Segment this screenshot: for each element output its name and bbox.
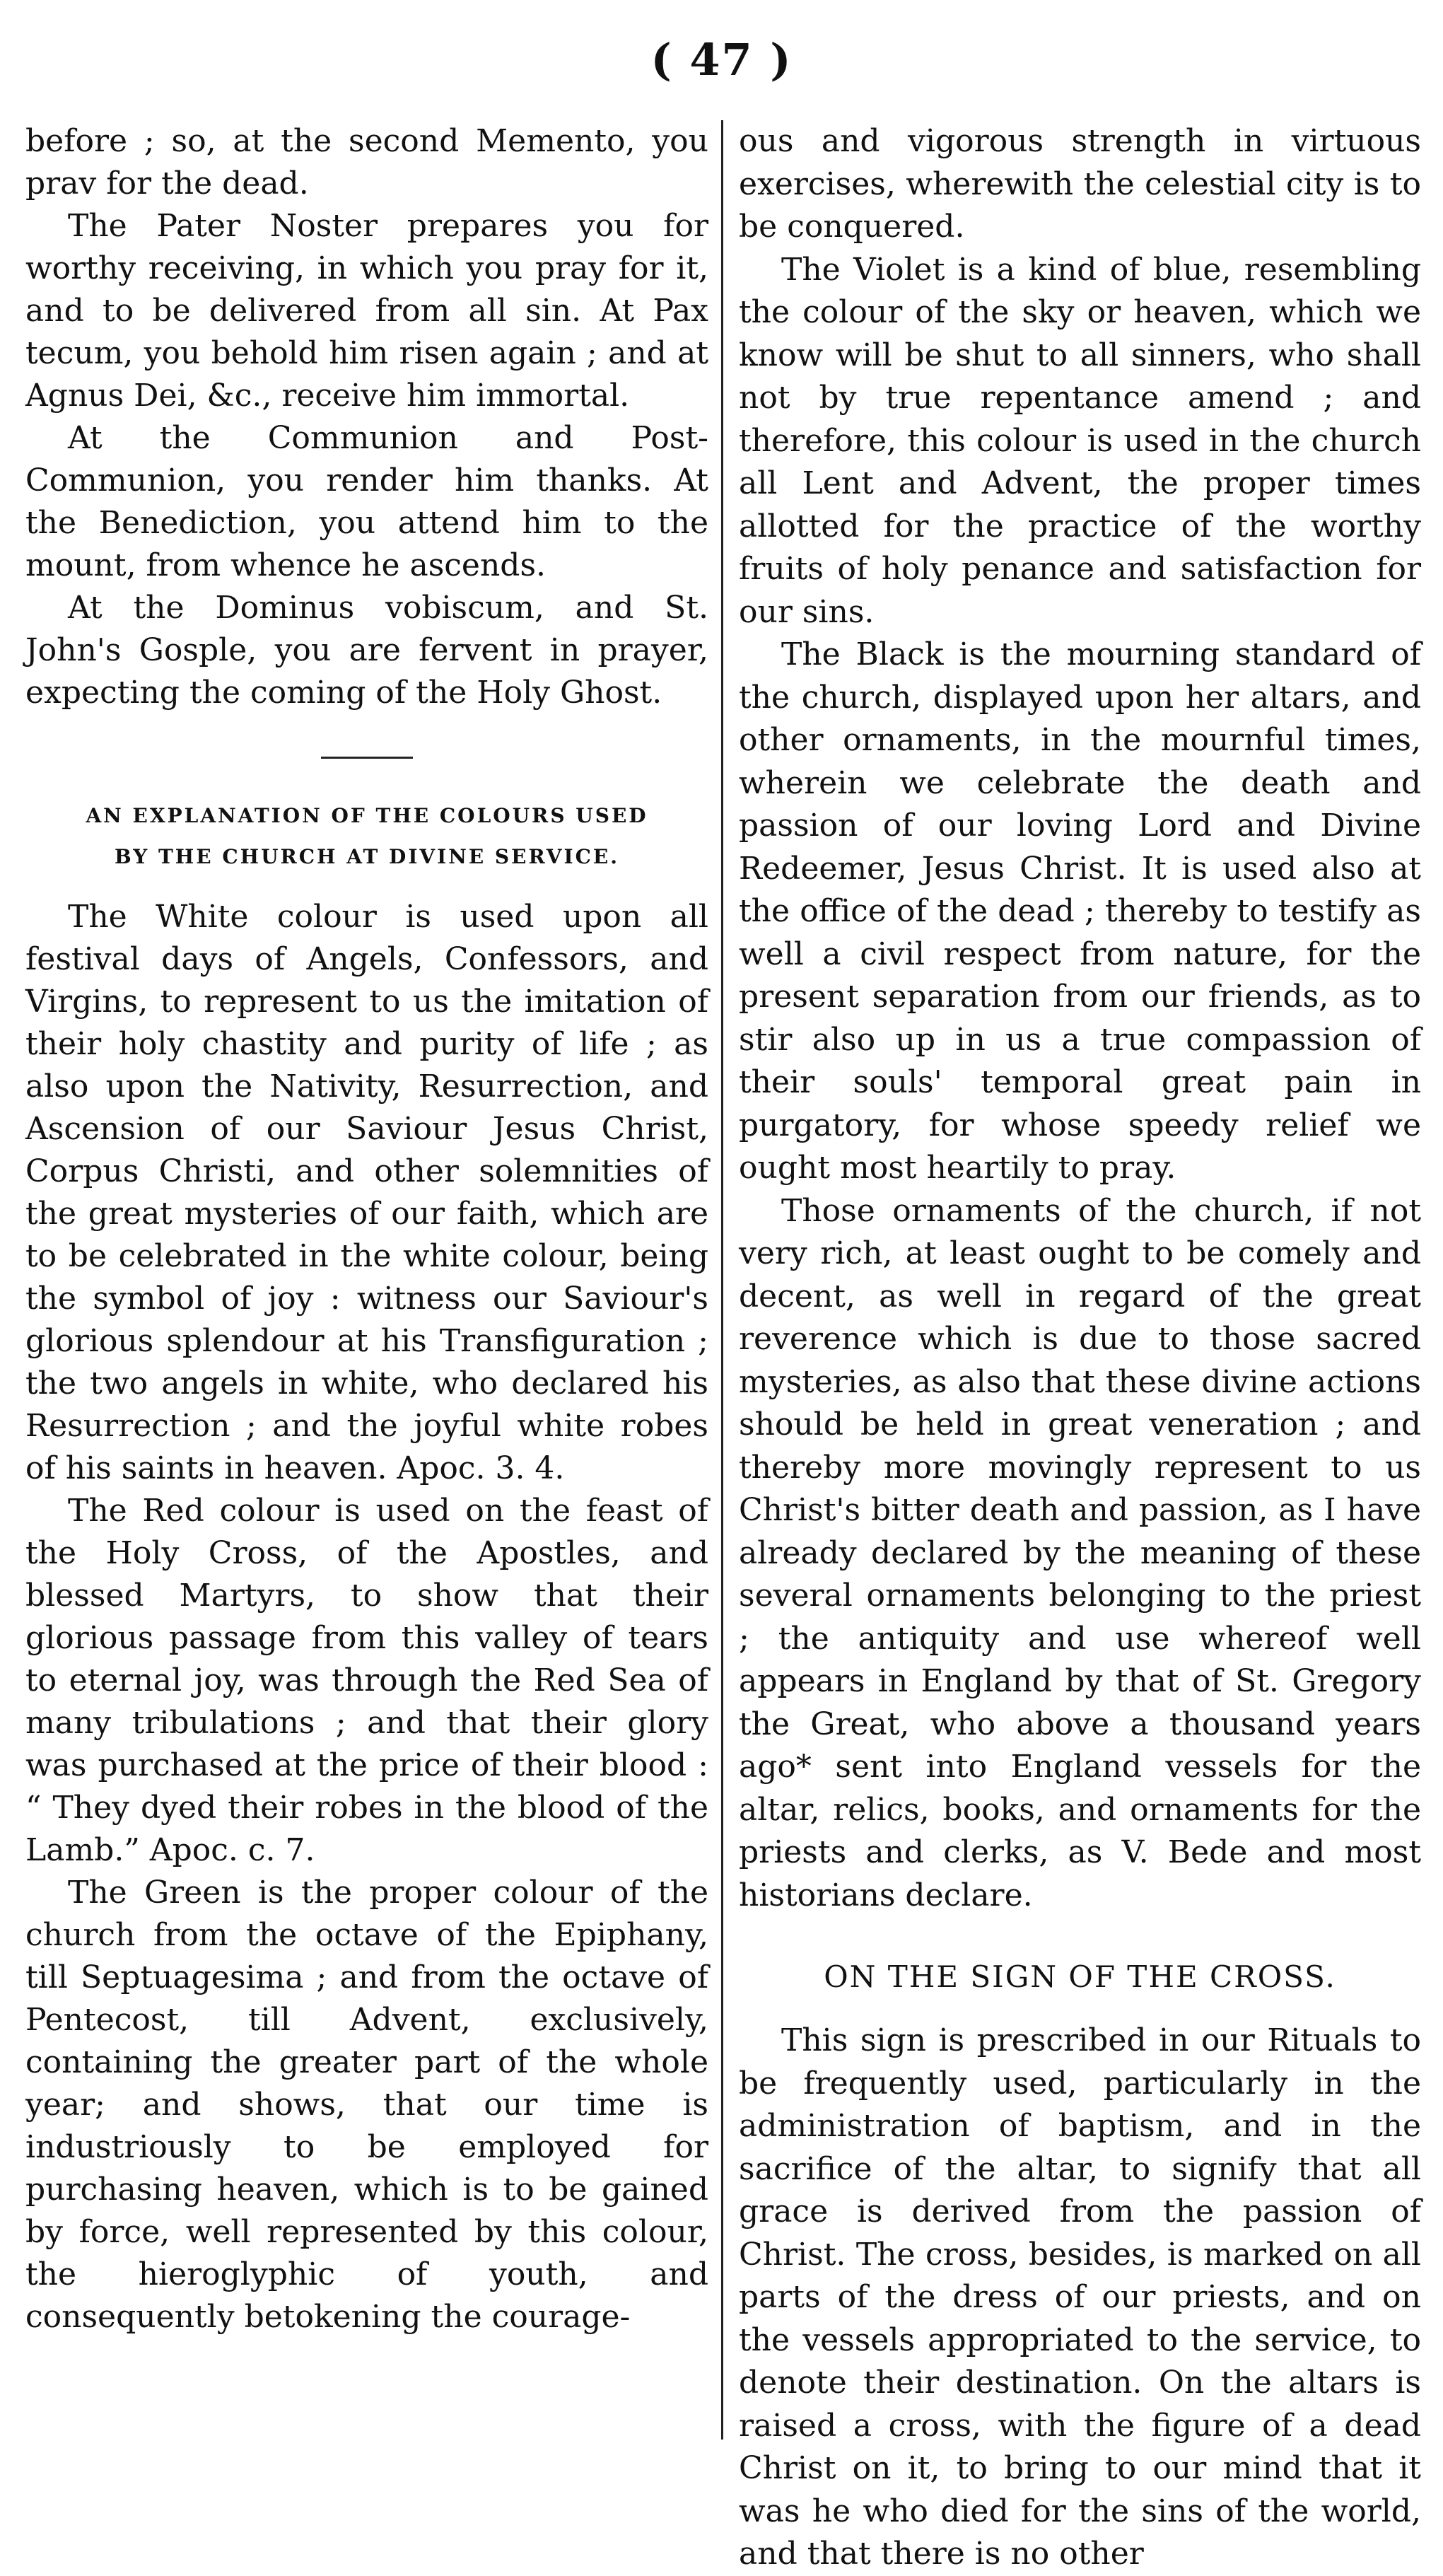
left-column [25,120,708,2338]
paragraph-violet: The Violet is a kind of blue, resembling the colour of the sky or heaven, which we know will be shut to all sinners, who shall not by true repentance amend ; and therefore, this colour is used in the church all Lent and Advent, the proper times allotted for the practice of the worthy fruits of holy penance and satisfaction for our sins. [739,251,1421,630]
right-column [739,120,1421,2576]
cross-footnote: This sign is prescribed in our Rituals to be frequently used, particularly in the administration of baptism, and in the sacrifice of the altar, to signify that all grace is derived from the passion of Christ. The cross, besides, is marked on all parts of the dress of our priests, and on the vessels appropriated to the service, to denote their destination. On the altars is raised a cross, with the figure of a dead Christ on it, to bring to our mind that it was he who died for the sins of the world, and that there is no other [739,2022,1421,2572]
paragraph-black: The Black is the mourning standard of the church, displayed upon her altars, and other ornaments, in the mournful times, wherein we celebrate the death and passion of our loving Lord and Divine Redeemer, Jesus Christ. It is used also at the office of the dead ; thereby to testify as well a civil respect from nature, for the present separation from our friends, as to stir also up in us a true compassion of their souls' temporal great pain in purgatory, for whose speedy relief we ought most heartily to pray. [739,636,1421,1186]
left-paragraph-dominus: At the Dominus vobiscum, and St. John's Gosple, you are fervent in prayer, expecting the coming of the Holy Ghost. [25,590,708,711]
paragraph-red: The Red colour is used on the feast of the Holy Cross, of the Apostles, and blessed Martyrs, to show that their glorious passage from this valley of tears to eternal joy, was through the Red Sea of many tribulations ; and that their glory was purchased at the price of their blood : “ They dyed their robes in the blood of the Lamb.” Apoc. c. 7. [25,1493,708,1868]
paragraph-ornaments: Those ornaments of the church, if not very rich, at least ought to be comely and decent, as well in regard of the great reverence which is due to those sacred mysteries, as also that these divine actions should be held in great veneration ; and thereby more movingly represent to us Christ's bitter death and passion, as I have already declared by the meaning of these several ornaments belonging to the priest ; the antiquity and use whereof well appears in England by that of St. Gregory the Great, who above a thousand years ago* sent into England vessels for the altar, relics, books, and ornaments for the priests and clerks, as V. Bede and most historians declare. [739,1192,1421,1913]
section-heading-line1: AN EXPLANATION OF THE COLOURS USED [86,804,648,827]
column-divider [721,120,723,2440]
paragraph-white: The White colour is used upon all festival days of Angels, Confessors, and Virgins, to represent to us the imitation of their holy chastity and purity of life ; as also upon the Nativity, Resurrection, and Ascension of our Saviour Jesus Christ, Corpus Christi, and other solemnities of the great mysteries of our faith, which are to be celebrated in the white colour, being the symbol of joy : witness our Saviour's glorious splendour at his Transfiguration ; the two angels in white, who declared his Resurrection ; and the joyful white robes of his saints in heaven. Apoc. 3. 4. [25,899,708,1486]
left-paragraph-1: before ; so, at the second Memento, you prav for the dead. [25,123,708,202]
left-paragraph-pater-noster: The Pater Noster prepares you for worthy receiving, in which you pray for it, and to be delivered from all sin. At Pax tecum, you behold him risen again ; and at Agnus Dei, &c., receive him immortal. [25,208,708,414]
section-divider [321,757,413,759]
cross-section-title: ON THE SIGN OF THE CROSS. [824,1959,1336,1994]
section-heading-line2: BY THE CHURCH AT DIVINE SERVICE. [115,845,619,868]
left-paragraph-communion: At the Communion and Post-Communion, you render him thanks. At the Benediction, you attend him to the mount, from whence he ascends. [25,420,708,583]
paragraph-green: The Green is the proper colour of the church from the octave of the Epiphany, till Septuagesima ; and from the octave of Pentecost, till Advent, exclusively, containing the greater part of the whole year; and shows, that our time is industriously to be employed for purchasing heaven, which is to be gained by force, well represented by this colour, the hieroglyphic of youth, and consequently betokening the courage- [25,1875,708,2335]
paragraph-green-continued: ous and vigorous strength in virtuous exercises, wherewith the celestial city is to be conquered. [739,123,1421,245]
page-number: ( 47 ) [650,34,793,86]
